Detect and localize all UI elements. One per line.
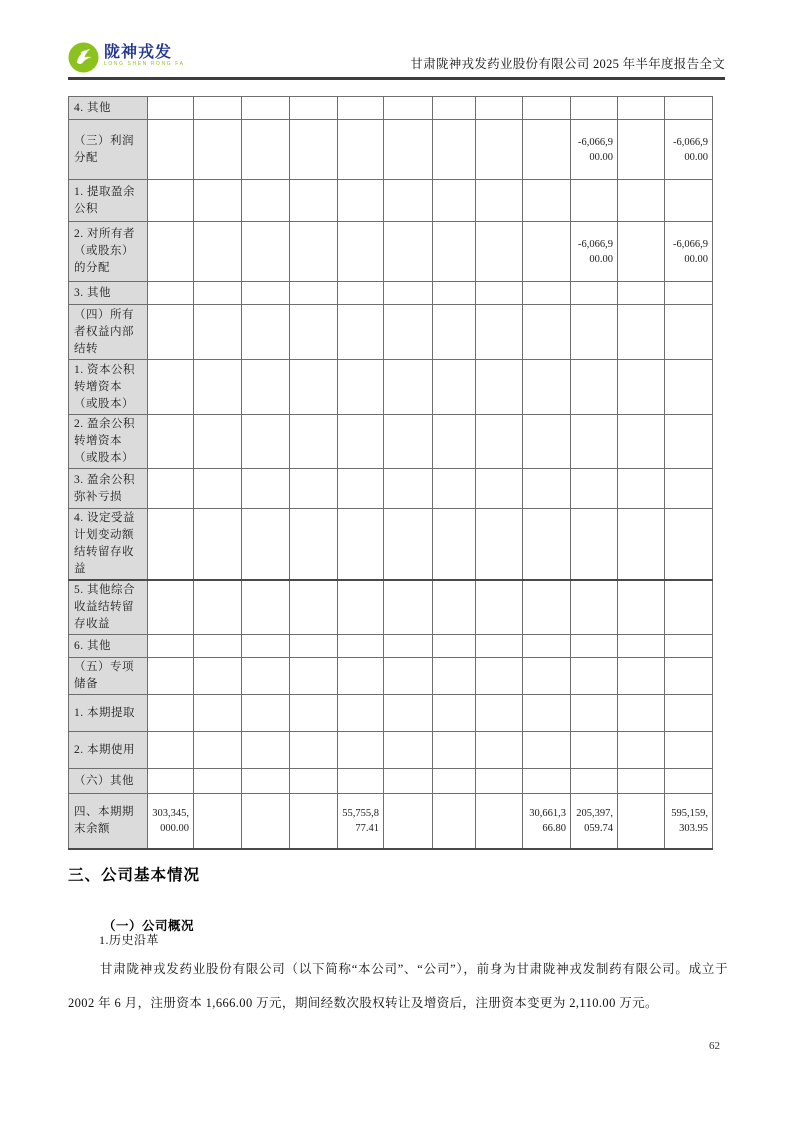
table-cell bbox=[148, 180, 194, 222]
table-cell bbox=[148, 509, 194, 581]
table-cell bbox=[242, 282, 290, 305]
table-cell bbox=[476, 695, 523, 732]
table-cell bbox=[242, 794, 290, 849]
table-cell bbox=[194, 180, 242, 222]
table-row bbox=[69, 282, 713, 305]
table-cell bbox=[523, 769, 571, 794]
table-cell bbox=[665, 658, 713, 695]
table-row bbox=[69, 794, 713, 849]
table-cell bbox=[618, 732, 665, 769]
table-cell bbox=[148, 282, 194, 305]
table-cell bbox=[384, 509, 433, 581]
table-cell bbox=[618, 509, 665, 581]
row-label: （五）专项储备 bbox=[69, 658, 148, 695]
table-cell bbox=[571, 469, 618, 509]
row-label: 3. 盈余公积弥补亏损 bbox=[69, 469, 148, 509]
table-cell bbox=[338, 469, 384, 509]
table-cell bbox=[665, 97, 713, 120]
table-cell bbox=[338, 580, 384, 635]
table-cell bbox=[290, 794, 338, 849]
table-cell bbox=[242, 658, 290, 695]
table-cell bbox=[290, 282, 338, 305]
table-cell bbox=[290, 769, 338, 794]
table-row bbox=[69, 732, 713, 769]
table-cell bbox=[433, 509, 476, 581]
table-cell bbox=[433, 469, 476, 509]
brand-name-cn: 陇神戎发 bbox=[104, 44, 173, 61]
table-cell: 205,397,059.74 bbox=[571, 794, 618, 849]
table-cell bbox=[194, 732, 242, 769]
table-cell bbox=[148, 360, 194, 415]
table-cell bbox=[618, 469, 665, 509]
table-cell bbox=[665, 360, 713, 415]
section-heading: 三、公司基本情况 bbox=[68, 866, 201, 884]
table-cell bbox=[665, 180, 713, 222]
table-cell bbox=[194, 509, 242, 581]
table-cell bbox=[665, 769, 713, 794]
table-cell bbox=[476, 658, 523, 695]
table-cell: -6,066,900.00 bbox=[571, 120, 618, 180]
table-cell: 595,159,303.95 bbox=[665, 794, 713, 849]
table-cell bbox=[384, 658, 433, 695]
table-cell bbox=[523, 580, 571, 635]
table-cell bbox=[665, 695, 713, 732]
table-cell bbox=[433, 415, 476, 469]
row-label: 4. 设定受益计划变动额结转留存收益 bbox=[69, 509, 148, 581]
row-label: 四、本期期末余额 bbox=[69, 794, 148, 849]
table-cell bbox=[290, 469, 338, 509]
table-row bbox=[69, 635, 713, 658]
table-row bbox=[69, 580, 713, 635]
table-cell bbox=[433, 180, 476, 222]
table-cell bbox=[384, 769, 433, 794]
table-cell bbox=[523, 509, 571, 581]
table-cell bbox=[571, 635, 618, 658]
brand-name-en: LONG SHEN RONG FA bbox=[104, 61, 185, 67]
table-row bbox=[69, 360, 713, 415]
table-cell bbox=[384, 415, 433, 469]
table-cell bbox=[523, 180, 571, 222]
table-cell bbox=[476, 415, 523, 469]
table-cell bbox=[338, 180, 384, 222]
table-cell bbox=[290, 120, 338, 180]
table-cell bbox=[618, 180, 665, 222]
table-cell bbox=[290, 509, 338, 581]
table-cell bbox=[290, 97, 338, 120]
table-row bbox=[69, 658, 713, 695]
table-cell bbox=[384, 305, 433, 360]
header-divider bbox=[68, 77, 725, 80]
table-cell bbox=[523, 222, 571, 282]
table-cell bbox=[618, 97, 665, 120]
table-cell bbox=[338, 695, 384, 732]
table-cell bbox=[148, 769, 194, 794]
table-cell bbox=[194, 580, 242, 635]
section-item-title: 1.历史沿革 bbox=[99, 933, 160, 947]
table-row bbox=[69, 305, 713, 360]
table-cell bbox=[194, 794, 242, 849]
table-cell bbox=[476, 732, 523, 769]
table-cell bbox=[476, 469, 523, 509]
table-cell bbox=[433, 732, 476, 769]
table-cell bbox=[476, 97, 523, 120]
table-cell bbox=[148, 120, 194, 180]
report-title: 甘肃陇神戎发药业股份有限公司 2025 年半年度报告全文 bbox=[410, 57, 725, 71]
table-cell bbox=[338, 769, 384, 794]
table-cell bbox=[618, 769, 665, 794]
table-row bbox=[69, 469, 713, 509]
row-label: 2. 本期使用 bbox=[69, 732, 148, 769]
table-cell bbox=[384, 695, 433, 732]
table-cell bbox=[571, 97, 618, 120]
section-subheading: （一）公司概况 bbox=[103, 918, 195, 933]
table-cell bbox=[194, 658, 242, 695]
table-cell bbox=[476, 360, 523, 415]
table-cell bbox=[148, 469, 194, 509]
table-cell bbox=[148, 97, 194, 120]
table-cell bbox=[433, 282, 476, 305]
table-cell bbox=[523, 658, 571, 695]
table-cell bbox=[476, 180, 523, 222]
row-label: 2. 对所有者（或股东）的分配 bbox=[69, 222, 148, 282]
table-cell: -6,066,900.00 bbox=[571, 222, 618, 282]
table-cell bbox=[242, 469, 290, 509]
table-cell bbox=[618, 305, 665, 360]
table-cell bbox=[523, 305, 571, 360]
table-cell bbox=[523, 282, 571, 305]
table-cell bbox=[148, 658, 194, 695]
table-cell bbox=[338, 415, 384, 469]
table-cell bbox=[290, 635, 338, 658]
table-cell bbox=[433, 580, 476, 635]
table-cell bbox=[665, 580, 713, 635]
row-label: （三）利润分配 bbox=[69, 120, 148, 180]
table-cell bbox=[194, 222, 242, 282]
table-cell bbox=[433, 794, 476, 849]
table-cell: -6,066,900.00 bbox=[665, 222, 713, 282]
table-cell bbox=[290, 222, 338, 282]
table-cell bbox=[476, 282, 523, 305]
table-cell bbox=[665, 469, 713, 509]
table-cell bbox=[384, 580, 433, 635]
table-cell bbox=[523, 97, 571, 120]
table-cell bbox=[194, 415, 242, 469]
table-cell bbox=[523, 360, 571, 415]
table-row bbox=[69, 222, 713, 282]
table-row bbox=[69, 180, 713, 222]
table-cell bbox=[194, 282, 242, 305]
row-label: 5. 其他综合收益结转留存收益 bbox=[69, 580, 148, 635]
table-cell bbox=[618, 658, 665, 695]
table-cell bbox=[476, 305, 523, 360]
table-cell bbox=[618, 120, 665, 180]
table-cell bbox=[384, 180, 433, 222]
row-label: 3. 其他 bbox=[69, 282, 148, 305]
table-cell bbox=[571, 360, 618, 415]
table-cell bbox=[194, 360, 242, 415]
table-row bbox=[69, 769, 713, 794]
table-cell bbox=[618, 415, 665, 469]
table-cell bbox=[476, 580, 523, 635]
table-cell bbox=[433, 97, 476, 120]
table-cell bbox=[384, 282, 433, 305]
table-cell bbox=[148, 305, 194, 360]
table-cell bbox=[523, 695, 571, 732]
table-cell bbox=[384, 222, 433, 282]
table-cell bbox=[618, 360, 665, 415]
table-cell bbox=[523, 120, 571, 180]
table-cell bbox=[618, 282, 665, 305]
table-row bbox=[69, 695, 713, 732]
table-cell bbox=[433, 635, 476, 658]
table-cell bbox=[194, 769, 242, 794]
table-cell bbox=[523, 732, 571, 769]
table-cell bbox=[571, 769, 618, 794]
table-cell bbox=[433, 360, 476, 415]
table-cell: 55,755,877.41 bbox=[338, 794, 384, 849]
table-cell: 30,661,366.80 bbox=[523, 794, 571, 849]
table-cell bbox=[148, 222, 194, 282]
table-cell bbox=[290, 360, 338, 415]
table-cell bbox=[433, 769, 476, 794]
table-cell bbox=[433, 120, 476, 180]
table-cell bbox=[665, 732, 713, 769]
table-cell bbox=[618, 635, 665, 658]
table-cell bbox=[571, 695, 618, 732]
table-cell bbox=[433, 222, 476, 282]
row-label: 2. 盈余公积转增资本（或股本） bbox=[69, 415, 148, 469]
table-cell bbox=[338, 222, 384, 282]
table-cell bbox=[338, 360, 384, 415]
table-cell bbox=[242, 695, 290, 732]
table-cell bbox=[571, 415, 618, 469]
table-row bbox=[69, 509, 713, 581]
table-cell bbox=[433, 695, 476, 732]
table-cell bbox=[571, 658, 618, 695]
table-cell bbox=[242, 732, 290, 769]
table-cell bbox=[338, 305, 384, 360]
row-label: （六）其他 bbox=[69, 769, 148, 794]
table-cell bbox=[242, 305, 290, 360]
table-cell bbox=[242, 415, 290, 469]
table-cell bbox=[242, 180, 290, 222]
table-cell bbox=[384, 732, 433, 769]
table-row bbox=[69, 415, 713, 469]
table-cell bbox=[148, 635, 194, 658]
table-cell bbox=[571, 282, 618, 305]
table-cell bbox=[148, 580, 194, 635]
table-cell bbox=[476, 120, 523, 180]
table-cell: 303,345,000.00 bbox=[148, 794, 194, 849]
row-label: 1. 提取盈余公积 bbox=[69, 180, 148, 222]
table-row bbox=[69, 120, 713, 180]
table-row bbox=[69, 97, 713, 120]
logo-text bbox=[104, 42, 185, 68]
table-cell bbox=[571, 580, 618, 635]
table-cell bbox=[618, 222, 665, 282]
table-cell bbox=[290, 658, 338, 695]
table-cell bbox=[148, 695, 194, 732]
table-cell bbox=[665, 509, 713, 581]
table-cell bbox=[476, 509, 523, 581]
table-cell bbox=[476, 222, 523, 282]
table-cell bbox=[194, 97, 242, 120]
table-cell bbox=[242, 635, 290, 658]
table-cell bbox=[194, 469, 242, 509]
table-cell bbox=[523, 415, 571, 469]
row-label: （四）所有者权益内部结转 bbox=[69, 305, 148, 360]
table-cell bbox=[476, 769, 523, 794]
page-header bbox=[68, 40, 725, 76]
table-cell bbox=[384, 120, 433, 180]
table-cell bbox=[665, 415, 713, 469]
table-cell bbox=[618, 695, 665, 732]
logo-icon bbox=[68, 42, 99, 73]
table-cell bbox=[571, 509, 618, 581]
company-logo bbox=[68, 42, 185, 73]
table-cell bbox=[242, 97, 290, 120]
history-paragraph: 甘肃陇神戎发药业股份有限公司（以下简称“本公司”、“公司”），前身为甘肃陇神戎发制药有限公司。成立于 2002 年 6 月，注册资本 1,666.00 万元，期间经数次股权转让及增资后，注册资本变更为 2,110.00 万元。 bbox=[68, 962, 728, 1010]
table-cell bbox=[523, 635, 571, 658]
table-cell bbox=[338, 120, 384, 180]
table-cell bbox=[523, 469, 571, 509]
table-cell bbox=[194, 120, 242, 180]
table-cell bbox=[384, 794, 433, 849]
table-cell bbox=[290, 415, 338, 469]
table-cell bbox=[384, 360, 433, 415]
table-cell bbox=[338, 635, 384, 658]
table-cell bbox=[290, 580, 338, 635]
table-cell bbox=[194, 635, 242, 658]
table-cell bbox=[384, 97, 433, 120]
table-cell bbox=[242, 580, 290, 635]
table-cell bbox=[476, 794, 523, 849]
table-cell bbox=[338, 509, 384, 581]
table-cell bbox=[148, 415, 194, 469]
table-cell bbox=[290, 695, 338, 732]
row-label: 1. 本期提取 bbox=[69, 695, 148, 732]
page-number: 62 bbox=[709, 1040, 720, 1052]
table-cell bbox=[242, 769, 290, 794]
table-cell bbox=[338, 732, 384, 769]
table-cell bbox=[338, 282, 384, 305]
row-label: 6. 其他 bbox=[69, 635, 148, 658]
equity-table-body bbox=[69, 97, 713, 849]
table-cell bbox=[665, 635, 713, 658]
table-cell bbox=[618, 580, 665, 635]
table-cell bbox=[571, 180, 618, 222]
table-cell bbox=[242, 120, 290, 180]
equity-change-table bbox=[68, 96, 713, 850]
table-cell bbox=[665, 305, 713, 360]
table-cell bbox=[290, 732, 338, 769]
table-cell bbox=[194, 695, 242, 732]
row-label: 1. 资本公积转增资本（或股本） bbox=[69, 360, 148, 415]
table-cell bbox=[571, 305, 618, 360]
table-cell bbox=[338, 97, 384, 120]
table-cell bbox=[433, 658, 476, 695]
table-cell bbox=[242, 360, 290, 415]
table-cell bbox=[433, 305, 476, 360]
table-cell bbox=[290, 180, 338, 222]
table-cell: -6,066,900.00 bbox=[665, 120, 713, 180]
table-cell bbox=[571, 732, 618, 769]
table-cell bbox=[384, 635, 433, 658]
table-cell bbox=[665, 282, 713, 305]
table-cell bbox=[148, 732, 194, 769]
table-cell bbox=[618, 794, 665, 849]
row-label: 4. 其他 bbox=[69, 97, 148, 120]
table-cell bbox=[338, 658, 384, 695]
table-cell bbox=[242, 509, 290, 581]
table-cell bbox=[384, 469, 433, 509]
table-cell bbox=[290, 305, 338, 360]
table-cell bbox=[242, 222, 290, 282]
table-cell bbox=[476, 635, 523, 658]
table-cell bbox=[194, 305, 242, 360]
